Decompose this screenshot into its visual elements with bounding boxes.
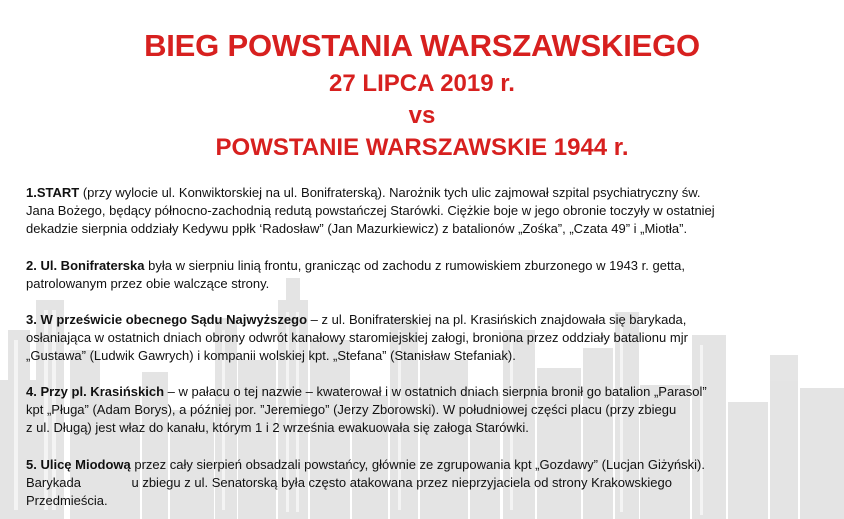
- section-line: dekadzie sierpnia oddziały Kedywu ppłk ‘Radosław” (Jan Mazurkiewicz) z batalionów „Zośka”, „Czata 49” i „Miotła”.: [26, 221, 688, 236]
- section-line: – w pałacu o tej nazwie – kwaterował i w ostatnich dniach sierpnia bronił go batalion „Parasol”: [164, 384, 707, 399]
- document-subtitle: POWSTANIE WARSZAWSKIE 1944 r.: [215, 134, 629, 161]
- section-line: „Gustawa” (Ludwik Gawrych) i kompanii wolskiej kpt. „Stefana” (Stanisław Stefaniak).: [26, 348, 516, 363]
- section-4-pl-krasinskich: [26, 383, 826, 437]
- section-line: – z ul. Bonifraterskiej na pl. Krasińskich znajdowała się barykada,: [307, 312, 687, 327]
- section-lead: 3. W prześwicie obecnego Sądu Najwyższego: [26, 312, 308, 327]
- section-line: Jana Bożego, będący północno-zachodnią redutą powstańczej Starówki. Ciężkie boje w jego obronie toczyły w ostatniej: [26, 203, 715, 218]
- section-line: Barykada u zbiegu z ul. Senatorską była często atakowana przez nieprzyjaciela od strony Krakowskiego: [26, 475, 672, 490]
- section-line: z ul. Długą) jest właz do kanału, którym 1 i 2 września ewakuowała się załoga Starówki.: [26, 420, 529, 435]
- section-line: osłaniająca w ostatnich dniach obrony odwrót kanałowy staromiejskiej załogi, broniona przez oddziały batalionu mjr: [26, 330, 688, 345]
- section-lead: 4. Przy pl. Krasińskich: [26, 384, 165, 399]
- section-line: kpt „Pługa” (Adam Borys), a później por. ”Jeremiego” (Jerzy Zborowski). W południowej części placu (przy zbiegu: [26, 402, 677, 417]
- section-lead: 2. Ul. Bonifraterska: [26, 258, 145, 273]
- section-line: przez cały sierpień obsadzali powstańcy, głównie ze zgrupowania kpt „Gozdawy” (Lucjan Giżyński).: [130, 457, 705, 472]
- section-line: Przedmieścia.: [26, 493, 108, 508]
- section-3-sad-najwyzszy: [26, 311, 826, 365]
- section-line: (przy wylocie ul. Konwiktorskiej na ul. Bonifraterską). Narożnik tych ulic zajmował szpital psychiatryczny św.: [79, 185, 701, 200]
- section-5-miodowa: [26, 456, 826, 510]
- section-line: była w sierpniu linią frontu, granicząc od zachodu z rumowiskiem zburzonego w 1943 r. getta,: [144, 258, 686, 273]
- versus-label: vs: [408, 102, 436, 129]
- section-2-bonifraterska: [26, 257, 826, 293]
- section-lead: 5. Ulicę Miodową: [26, 457, 131, 472]
- section-lead: 1.START: [26, 185, 80, 200]
- section-line: patrolowanym przez obie walczące strony.: [26, 276, 270, 291]
- section-1-start: [26, 184, 826, 238]
- document-title: BIEG POWSTANIA WARSZAWSKIEGO: [144, 28, 700, 63]
- event-date: 27 LIPCA 2019 r.: [329, 70, 515, 97]
